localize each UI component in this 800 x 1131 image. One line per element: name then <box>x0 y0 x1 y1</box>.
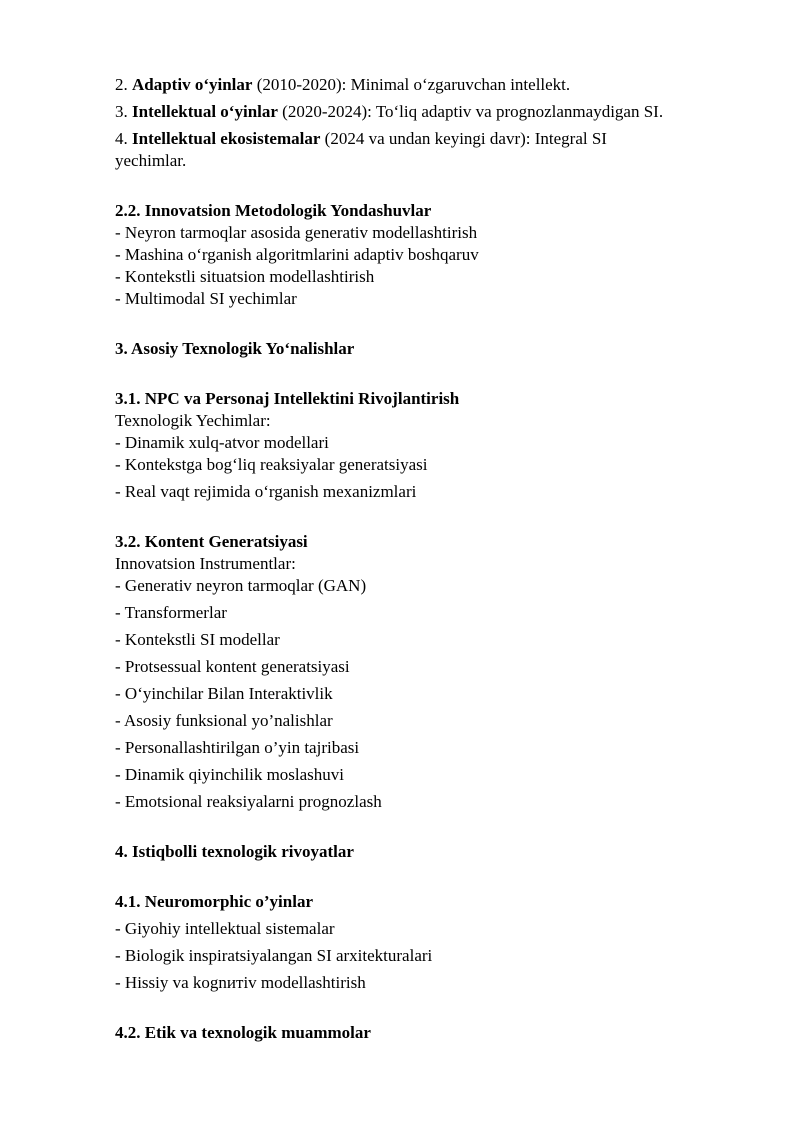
list-item: - Transformerlar <box>115 603 227 622</box>
section-intro: Innovatsion Instrumentlar: <box>115 554 296 573</box>
item-number: 3. <box>115 102 132 121</box>
item-term: Adaptiv o‘yinlar <box>132 75 253 94</box>
section-3-heading: 3. Asosiy Texnologik Yo‘nalishlar <box>115 339 355 358</box>
list-item-3 <box>115 101 735 123</box>
list-item: - Personallashtirilgan o’yin tajribasi <box>115 738 360 757</box>
list-item: - Giyohiy intellektual sistemalar <box>115 919 335 938</box>
list-item: - O‘yinchilar Bilan Interaktivlik <box>115 684 333 703</box>
item-description: (2020-2024): To‘liq adaptiv va prognozlanmaydigan SI. <box>277 102 664 121</box>
list-item: - Mashina o‘rganish algoritmlarini adaptiv boshqaruv <box>115 245 479 264</box>
document-page <box>115 74 735 1044</box>
section-3-2-heading: 3.2. Kontent Generatsiyasi <box>115 532 308 551</box>
section-4-heading: 4. Istiqbolli texnologik rivoyatlar <box>115 842 354 861</box>
list-item: - Kontekstli situatsion modellashtirish <box>115 267 375 286</box>
section-3-1-heading: 3.1. NPC va Personaj Intellektini Rivojlantirish <box>115 389 460 408</box>
item-term: Intellektual ekosistemalar <box>132 129 321 148</box>
list-item: - Protsessual kontent generatsiyasi <box>115 657 350 676</box>
list-item: - Emotsional reaksiyalarni prognozlash <box>115 792 382 811</box>
list-item: - Asosiy funksional yo’nalishlar <box>115 711 333 730</box>
list-item: - Multimodal SI yechimlar <box>115 289 297 308</box>
list-item-4 <box>115 128 735 150</box>
list-item: - Real vaqt rejimida o‘rganish mexanizmlari <box>115 482 417 501</box>
list-item-2 <box>115 74 735 96</box>
item-description: (2024 va undan keyingi davr): Integral SI <box>320 129 607 148</box>
list-item: - Dinamik xulq-atvor modellari <box>115 433 329 452</box>
item-term: Intellektual o‘yinlar <box>132 102 278 121</box>
list-item: - Dinamik qiyinchilik moslashuvi <box>115 765 345 784</box>
list-item: - Kontekstli SI modellar <box>115 630 280 649</box>
list-item: - Generativ neyron tarmoqlar (GAN) <box>115 576 367 595</box>
list-item: - Biologik inspiratsiyalangan SI arxitekturalari <box>115 946 433 965</box>
list-item: - Neyron tarmoqlar asosida generativ modellashtirish <box>115 223 478 242</box>
item-number: 4. <box>115 129 132 148</box>
section-4-1-heading: 4.1. Neuromorphic o’yinlar <box>115 892 314 911</box>
list-item: - Kontekstga bog‘liq reaksiyalar generatsiyasi <box>115 455 428 474</box>
section-intro: Texnologik Yechimlar: <box>115 411 271 430</box>
item-number: 2. <box>115 75 132 94</box>
section-2-2-heading: 2.2. Innovatsion Metodologik Yondashuvlar <box>115 201 432 220</box>
list-item: - Hissiy va kognитiv modellashtirish <box>115 973 366 992</box>
item-description: (2010-2020): Minimal o‘zgaruvchan intellekt. <box>252 75 571 94</box>
list-item-4-continuation: yechimlar. <box>115 151 187 170</box>
section-4-2-heading: 4.2. Etik va texnologik muammolar <box>115 1023 371 1042</box>
